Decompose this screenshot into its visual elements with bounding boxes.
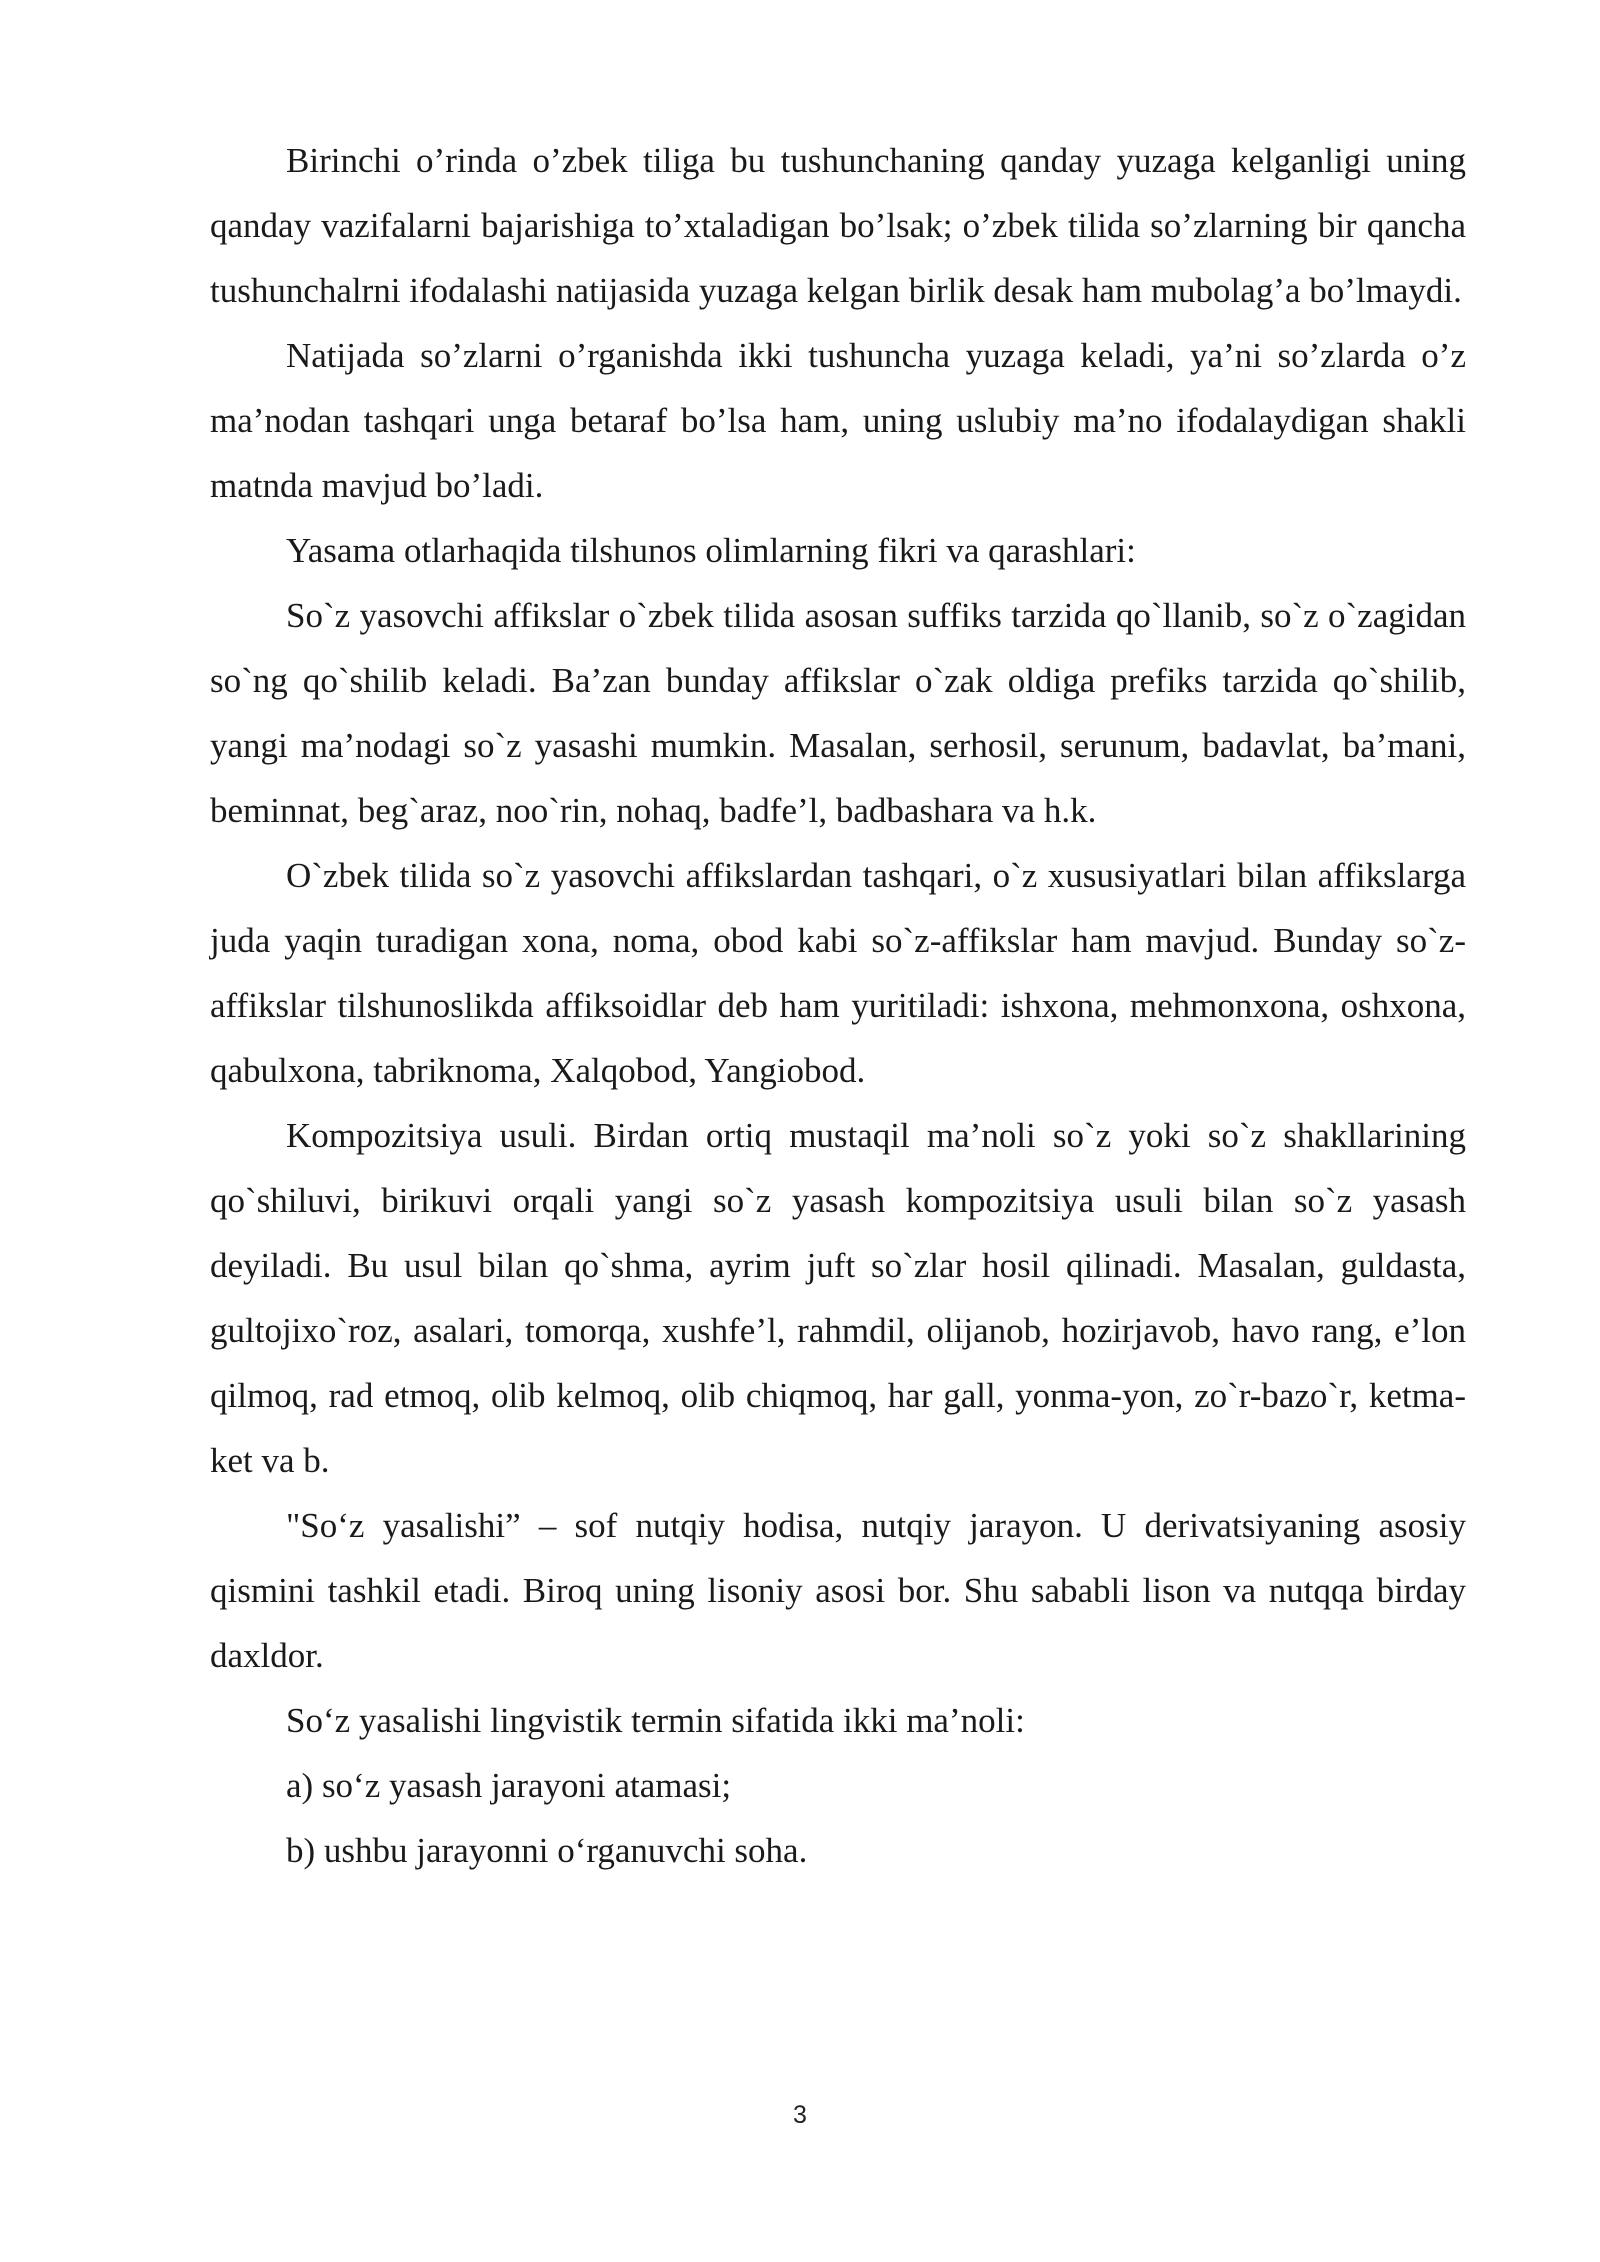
- paragraph-2: Natijada so’zlarni o’rganishda ikki tushuncha yuzaga keladi, ya’ni so’zlarda o’z ma’nodan tashqari unga betaraf bo’lsa ham, uning uslubiy ma’no ifodalaydigan shakli matnda mavjud bo’ladi.: [210, 336, 1466, 505]
- list-item-a: a) so‘z yasash jarayoni atamasi;: [286, 1766, 732, 1805]
- paragraph-8: So‘z yasalishi lingvistik termin sifatida ikki ma’noli:: [286, 1701, 1025, 1740]
- page-number: 3: [793, 2101, 807, 2129]
- paragraph-7: "So‘z yasalishi” – sof nutqiy hodisa, nutqiy jarayon. U derivatsiyaning asosiy qismini tashkil etadi. Biroq uning lisoniy asosi bor. Shu sababli lison va nutqqa birday daxldor.: [210, 1506, 1466, 1675]
- list-item-b: b) ushbu jarayonni o‘rganuvchi soha.: [286, 1831, 808, 1870]
- paragraph-1: Birinchi o’rinda o’zbek tiliga bu tushunchaning qanday yuzaga kelganligi uning qanday vazifalarni bajarishiga to’xtaladigan bo’lsak; o’zbek tilida so’zlarning bir qancha tushunchalrni ifodalashi natijasida yuzaga kelgan birlik desak ham mubolag’a bo’lmaydi.: [210, 141, 1466, 310]
- paragraph-6: Kompozitsiya usuli. Birdan ortiq mustaqil ma’noli so`z yoki so`z shakllarining qo`shiluvi, birikuvi orqali yangi so`z yasash kompozitsiya usuli bilan so`z yasash deyiladi. Bu usul bilan qo`shma, ayrim juft so`zlar hosil qilinadi. Masalan, guldasta, gultojixo`roz, asalari, tomorqa, xushfe’l, rahmdil, olijanob, hozirjavob, havo rang, e’lon qilmoq, rad etmoq, olib kelmoq, olib chiqmoq, har gall, yonma-yon, zo`r-bazo`r, ketma-ket va b.: [210, 1116, 1466, 1480]
- paragraph-5: O`zbek tilida so`z yasovchi affikslardan tashqari, o`z xususiyatlari bilan affikslarga juda yaqin turadigan xona, noma, obod kabi so`z-affikslar ham mavjud. Bunday so`z-affikslar tilshunoslikda affiksoidlar deb ham yuritiladi: ishxona, mehmonxona, oshxona, qabulxona, tabriknoma, Xalqobod, Yangiobod.: [210, 856, 1466, 1090]
- paragraph-3: Yasama otlarhaqida tilshunos olimlarning fikri va qarashlari:: [286, 531, 1136, 570]
- paragraph-4: So`z yasovchi affikslar o`zbek tilida asosan suffiks tarzida qo`llanib, so`z o`zagidan so`ng qo`shilib keladi. Ba’zan bunday affikslar o`zak oldiga prefiks tarzida qo`shilib, yangi ma’nodagi so`z yasashi mumkin. Masalan, serhosil, serunum, badavlat, ba’mani, beminnat, beg`araz, noo`rin, nohaq, badfe’l, badbashara va h.k.: [210, 596, 1466, 830]
- body-text: [210, 128, 1466, 1883]
